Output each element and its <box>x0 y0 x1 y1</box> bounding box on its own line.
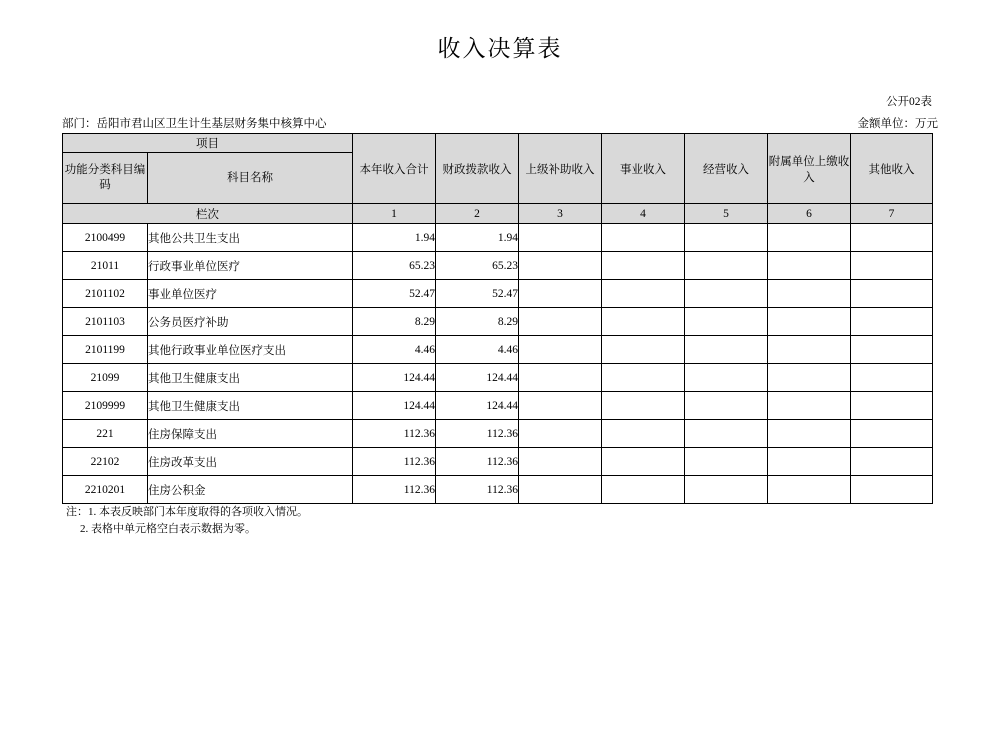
cell-fiscal: 112.36 <box>436 448 519 476</box>
cell-fiscal: 112.36 <box>436 476 519 504</box>
cell-operating <box>685 476 768 504</box>
cell-other <box>851 392 933 420</box>
cell-business <box>602 476 685 504</box>
cell-fiscal: 52.47 <box>436 280 519 308</box>
cell-business <box>602 448 685 476</box>
cell-subordinate <box>768 224 851 252</box>
cell-name: 其他卫生健康支出 <box>148 392 353 420</box>
cell-subordinate <box>768 280 851 308</box>
cell-other <box>851 476 933 504</box>
cell-superior <box>519 420 602 448</box>
cell-superior <box>519 224 602 252</box>
cell-subordinate <box>768 392 851 420</box>
table-row <box>63 420 933 448</box>
lane-number-3: 3 <box>519 204 602 224</box>
cell-operating <box>685 364 768 392</box>
cell-other <box>851 420 933 448</box>
cell-fiscal: 4.46 <box>436 336 519 364</box>
cell-superior <box>519 448 602 476</box>
cell-superior <box>519 280 602 308</box>
header-other-income: 其他收入 <box>851 134 933 204</box>
cell-code: 2210201 <box>63 476 148 504</box>
cell-name: 行政事业单位医疗 <box>148 252 353 280</box>
cell-operating <box>685 252 768 280</box>
cell-code: 2101103 <box>63 308 148 336</box>
table-row <box>63 392 933 420</box>
cell-other <box>851 252 933 280</box>
table-row <box>63 280 933 308</box>
lane-number-2: 2 <box>436 204 519 224</box>
page-title: 收入决算表 <box>437 36 563 61</box>
cell-total: 8.29 <box>353 308 436 336</box>
cell-total: 124.44 <box>353 392 436 420</box>
cell-name: 其他行政事业单位医疗支出 <box>148 336 353 364</box>
cell-total: 124.44 <box>353 364 436 392</box>
cell-superior <box>519 476 602 504</box>
table-notes <box>66 504 308 538</box>
header-business-income: 事业收入 <box>602 134 685 204</box>
note-line-2: 2. 表格中单元格空白表示数据为零。 <box>80 523 256 535</box>
note-line-1: 注：1. 本表反映部门本年度取得的各项收入情况。 <box>66 506 308 518</box>
cell-subordinate <box>768 252 851 280</box>
cell-fiscal: 124.44 <box>436 364 519 392</box>
cell-superior <box>519 336 602 364</box>
table-row <box>63 308 933 336</box>
cell-fiscal: 112.36 <box>436 420 519 448</box>
cell-superior <box>519 252 602 280</box>
cell-code: 2101102 <box>63 280 148 308</box>
cell-subordinate <box>768 308 851 336</box>
lane-number-5: 5 <box>685 204 768 224</box>
header-operating-income: 经营收入 <box>685 134 768 204</box>
header-subject-name: 科目名称 <box>148 153 353 204</box>
amount-unit-label: 金额单位：万元 <box>857 118 938 130</box>
lane-number-7: 7 <box>851 204 933 224</box>
table-row <box>63 252 933 280</box>
cell-superior <box>519 392 602 420</box>
header-total: 本年收入合计 <box>353 134 436 204</box>
cell-total: 112.36 <box>353 476 436 504</box>
cell-total: 1.94 <box>353 224 436 252</box>
cell-business <box>602 392 685 420</box>
cell-code: 2109999 <box>63 392 148 420</box>
cell-operating <box>685 280 768 308</box>
table-lane-row <box>63 204 933 224</box>
table-row <box>63 336 933 364</box>
cell-subordinate <box>768 336 851 364</box>
cell-code: 22102 <box>63 448 148 476</box>
cell-name: 其他公共卫生支出 <box>148 224 353 252</box>
cell-code: 21099 <box>63 364 148 392</box>
cell-name: 住房保障支出 <box>148 420 353 448</box>
header-group-item: 项目 <box>63 134 353 153</box>
lane-number-1: 1 <box>353 204 436 224</box>
cell-code: 2100499 <box>63 224 148 252</box>
cell-fiscal: 65.23 <box>436 252 519 280</box>
cell-fiscal: 124.44 <box>436 392 519 420</box>
cell-business <box>602 364 685 392</box>
lane-label: 栏次 <box>63 204 353 224</box>
cell-total: 65.23 <box>353 252 436 280</box>
meta-row <box>62 115 938 131</box>
table-row <box>63 476 933 504</box>
table-row <box>63 448 933 476</box>
cell-subordinate <box>768 476 851 504</box>
header-superior-subsidy: 上级补助收入 <box>519 134 602 204</box>
cell-business <box>602 280 685 308</box>
cell-other <box>851 448 933 476</box>
department-label: 部门：岳阳市君山区卫生计生基层财务集中核算中心 <box>62 118 327 130</box>
cell-other <box>851 336 933 364</box>
header-function-code: 功能分类科目编码 <box>63 153 148 204</box>
cell-subordinate <box>768 364 851 392</box>
cell-superior <box>519 364 602 392</box>
income-final-accounts-table <box>62 133 933 504</box>
cell-total: 112.36 <box>353 420 436 448</box>
header-subordinate-remittance: 附属单位上缴收入 <box>768 134 851 204</box>
cell-business <box>602 420 685 448</box>
cell-operating <box>685 420 768 448</box>
lane-number-4: 4 <box>602 204 685 224</box>
cell-name: 公务员医疗补助 <box>148 308 353 336</box>
cell-code: 21011 <box>63 252 148 280</box>
cell-name: 其他卫生健康支出 <box>148 364 353 392</box>
cell-business <box>602 224 685 252</box>
cell-other <box>851 280 933 308</box>
cell-operating <box>685 224 768 252</box>
table-row <box>63 364 933 392</box>
lane-number-6: 6 <box>768 204 851 224</box>
cell-name: 事业单位医疗 <box>148 280 353 308</box>
cell-operating <box>685 448 768 476</box>
cell-business <box>602 336 685 364</box>
cell-name: 住房改革支出 <box>148 448 353 476</box>
document-page <box>0 30 1000 736</box>
cell-total: 52.47 <box>353 280 436 308</box>
cell-business <box>602 308 685 336</box>
cell-other <box>851 224 933 252</box>
cell-name: 住房公积金 <box>148 476 353 504</box>
cell-other <box>851 308 933 336</box>
header-fiscal-appropriation: 财政拨款收入 <box>436 134 519 204</box>
cell-subordinate <box>768 448 851 476</box>
cell-fiscal: 1.94 <box>436 224 519 252</box>
cell-code: 221 <box>63 420 148 448</box>
cell-total: 4.46 <box>353 336 436 364</box>
cell-operating <box>685 392 768 420</box>
cell-code: 2101199 <box>63 336 148 364</box>
cell-operating <box>685 336 768 364</box>
cell-total: 112.36 <box>353 448 436 476</box>
cell-subordinate <box>768 420 851 448</box>
table-row <box>63 224 933 252</box>
cell-superior <box>519 308 602 336</box>
cell-operating <box>685 308 768 336</box>
public-number: 公开02表 <box>886 96 932 108</box>
table-header-group-row <box>63 134 933 153</box>
cell-fiscal: 8.29 <box>436 308 519 336</box>
cell-other <box>851 364 933 392</box>
cell-business <box>602 252 685 280</box>
